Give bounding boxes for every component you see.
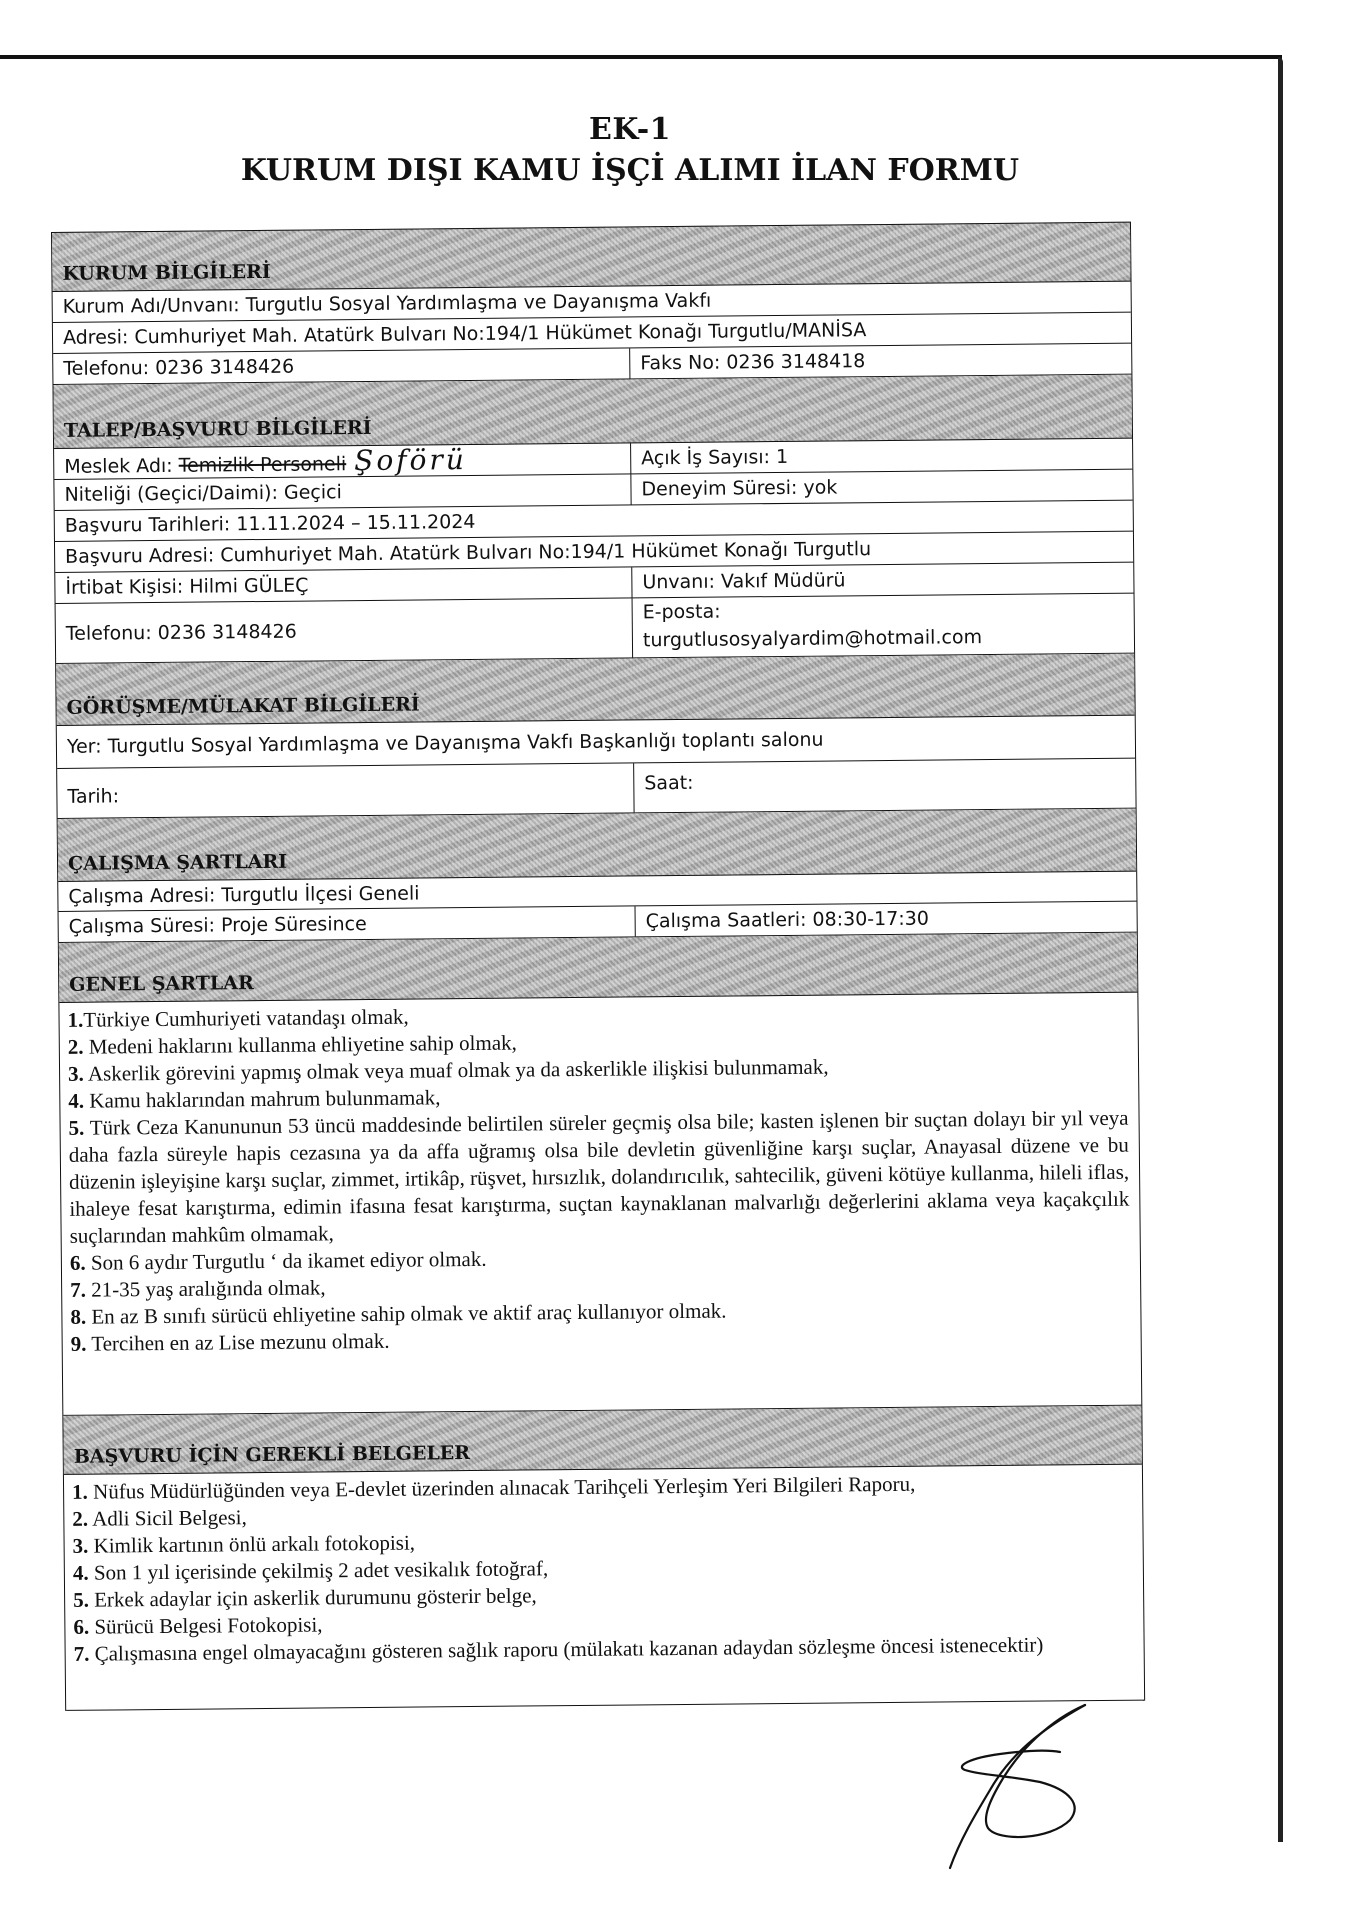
institution-address: Adresi: Cumhuriyet Mah. Atatürk Bulvarı No:194/1 Hükümet Konağı Turgutlu/MANİSA (62, 319, 867, 349)
occupation-struck-text: Temizlik Personeli (178, 453, 347, 477)
institution-fax: Faks No: 0236 3148418 (640, 350, 866, 375)
institution-name: Kurum Adı/Unvanı: Turgutlu Sosyal Yardımlaşma ve Dayanışma Vakfı (62, 289, 712, 318)
section-title: GENEL ŞARTLAR (69, 972, 254, 996)
section-title: BAŞVURU İÇİN GEREKLİ BELGELER (73, 1442, 471, 1468)
list-item: 2. Adli Sicil Belgesi, (72, 1505, 247, 1531)
institution-phone: Telefonu: 0236 3148426 (53, 348, 630, 384)
email-label: E-posta: (642, 600, 721, 624)
page-frame-right-line (1278, 57, 1283, 1842)
list-item: 1. Nüfus Müdürlüğünden veya E-devlet üzerinden alınacak Tarihçeli Yerleşim Yeri Bilgileri Raporu, (71, 1471, 916, 1504)
contact-email (633, 594, 1135, 658)
list-item: 4. Son 1 yıl içerisinde çekilmiş 2 adet vesikalık fotoğraf, (72, 1556, 549, 1585)
list-item: 6. Sürücü Belgesi Fotokopisi, (73, 1612, 323, 1639)
section-header-kurum (52, 222, 1131, 292)
required-documents-list (64, 1465, 1144, 1710)
list-item: 5. Erkek adaylar için askerlik durumunu gösterir belge, (73, 1583, 537, 1612)
list-item: 5. Türk Ceza Kanununun 53 üncü maddesinde belirtilen süreler geçmiş olsa bile; kasten işlenen bir suçtan dolayı bir yıl veya daha fazla süreyle hapis cezasına ya da affa uğramış olsa bile devletin güvenliğine karşı suçlar, Anayasal düzene ve bu düzenin işleyişine karşı suçlar, zimmet, irtikâp, rüşvet, hırsızlık, dolandırıcılık, sahtecilik, güveni kötüye kullanma, hileli iflas, ihaleye fesat karıştırma, edimin ifasına fesat karıştırma, suçtan kaynaklanan malvarlığı değerlerini aklama veya kaçakçılık suçlarından mahkûm olmamak, (68, 1105, 1130, 1248)
section-title: KURUM BİLGİLERİ (62, 260, 271, 285)
job-nature: Niteliği (Geçici/Daimi): Geçici (54, 474, 631, 510)
list-item: 3. Kimlik kartının önlü arkalı fotokopisi, (72, 1530, 416, 1558)
list-item: 1.Türkiye Cumhuriyeti vatandaşı olmak, (67, 1004, 409, 1032)
interview-place: Yer: Turgutlu Sosyal Yardımlaşma ve Dayanışma Vakfı Başkanlığı toplantı salonu (66, 728, 824, 758)
section-header-belgeler (63, 1406, 1142, 1475)
contact-title: Unvanı: Vakıf Müdürü (642, 569, 846, 594)
contact-phone: Telefonu: 0236 3148426 (56, 598, 634, 663)
occupation-label: Meslek Adı: (64, 454, 179, 478)
section-title: GÖRÜŞME/MÜLAKAT BİLGİLERİ (66, 693, 420, 719)
list-item: 7. Çalışmasına engel olmayacağını gösteren sağlık raporu (mülakatı kazanan adaydan sözleşme öncesi istenecektir) (73, 1632, 1044, 1666)
interview-date: Tarih: (57, 763, 634, 818)
list-item: 9. Tercihen en az Lise mezunu olmak. (70, 1328, 390, 1356)
section-title: ÇALIŞMA ŞARTLARI (67, 850, 288, 875)
general-requirements-list (59, 993, 1141, 1415)
contact-person: İrtibat Kişisi: Hilmi GÜLEÇ (55, 567, 632, 603)
section-header-genel (59, 933, 1138, 1003)
work-hours: Çalışma Saatleri: 08:30-17:30 (645, 907, 929, 933)
page-frame-top-line (0, 55, 1282, 59)
list-item: 4. Kamu haklarından mahrum bulunmamak, (68, 1085, 441, 1113)
occupation-handwritten-correction: Şoförü (354, 443, 468, 478)
section-header-calisma (58, 809, 1137, 882)
list-item: 3. Askerlik görevini yapmış olmak veya muaf olmak ya da askerlikle ilişkisi bulunmamak, (67, 1054, 829, 1086)
form-title: KURUM DIŞI KAMU İŞÇİ ALIMI İLAN FORMU (240, 153, 1020, 188)
list-item: 6. Son 6 aydır Turgutlu ‘ da ikamet ediyor olmak. (69, 1246, 487, 1275)
announcement-form (51, 222, 1145, 1711)
work-duration: Çalışma Süresi: Proje Süresince (59, 906, 636, 942)
section-header-talep (53, 375, 1132, 449)
annex-label: EK-1 (588, 112, 672, 147)
experience-duration: Deneyim Süresi: yok (641, 476, 838, 501)
list-item: 8. En az B sınıfı sürücü ehliyetine sahip olmak ve aktif araç kullanıyor olmak. (70, 1298, 727, 1329)
occupation-field (54, 443, 631, 479)
application-address: Başvuru Adresi: Cumhuriyet Mah. Atatürk Bulvarı No:194/1 Hükümet Konağı Turgutlu (65, 538, 872, 568)
section-header-gorusme (56, 654, 1135, 726)
open-positions: Açık İş Sayısı: 1 (641, 445, 789, 470)
section-title: TALEP/BAŞVURU BİLGİLERİ (63, 416, 372, 442)
work-address: Çalışma Adresi: Turgutlu İlçesi Geneli (68, 882, 420, 908)
signature-icon (920, 1700, 1150, 1870)
application-dates: Başvuru Tarihleri: 11.11.2024 – 15.11.2024 (64, 510, 476, 537)
interview-time: Saat: (644, 771, 694, 795)
list-item: 2. Medeni haklarını kullanma ehliyetine sahip olmak, (67, 1030, 517, 1059)
list-item: 7. 21-35 yaş aralığında olmak, (70, 1275, 326, 1302)
email-address: turgutlusosyalyardim@hotmail.com (642, 626, 983, 652)
